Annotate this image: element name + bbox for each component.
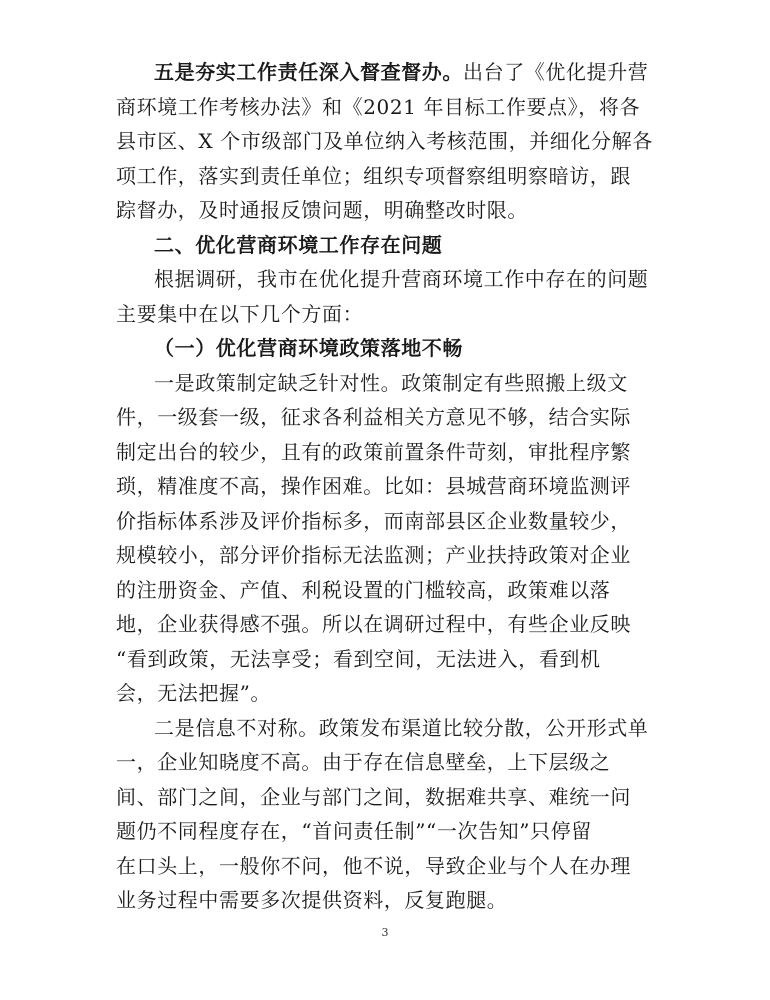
paragraph-line: 根据调研，我市在优化提升营商环境工作中存在的问题	[154, 267, 649, 291]
paragraph-line: 件，一级套一级，征求各利益相关方意见不够，结合实际	[116, 405, 631, 429]
paragraph-line: 一是政策制定缺乏针对性。政策制定有些照搬上级文	[154, 370, 628, 395]
paragraph-line: 一，企业知晓度不高。由于存在信息壁垒，上下层级之	[116, 750, 611, 774]
paragraph-line: 会，无法把握”。	[116, 681, 272, 705]
paragraph-line	[116, 55, 676, 90]
paragraph-line: 业务过程中需要多次提供资料，反复跑腿。	[116, 888, 508, 912]
paragraph-line: 价指标体系涉及评价指标多，而南部县区企业数量较少，	[116, 508, 631, 533]
paragraph-line: 商环境工作考核办法》和《2021 年目标工作要点》，将各	[116, 94, 641, 119]
paragraph-line: 在口头上，一般你不问，他不说，导致企业与个人在办理	[116, 853, 631, 878]
paragraph-line: 踪督办，及时通报反馈问题，明确整改时限。	[116, 198, 528, 222]
paragraph-line: 制定出台的较少，且有的政策前置条件苛刻，审批程序繁	[116, 439, 631, 464]
page-number: 3	[381, 926, 389, 939]
paragraph-line: 县市区、X 个市级部门及单位纳入考核范围，并细化分解各	[116, 129, 653, 153]
line-text: 出台了《优化提升营	[463, 60, 649, 84]
paragraph-line: 的注册资金、产值、利税设置的门槛较高，政策难以落	[116, 577, 611, 602]
subsection-heading: （一）优化营商环境政策落地不畅	[154, 336, 463, 360]
paragraph-line: 规模较小，部分评价指标无法监测；产业扶持政策对企业	[116, 543, 631, 567]
paragraph-line: “看到政策，无法享受；看到空间，无法进入，看到机	[116, 646, 601, 671]
paragraph-line: 地，企业获得感不强。所以在调研过程中，有些企业反映	[116, 612, 631, 636]
paragraph-line: 二是信息不对称。政策发布渠道比较分散，公开形式单	[154, 715, 649, 740]
paragraph-line: 琐，精准度不高，操作困难。比如：县城营商环境监测评	[116, 474, 631, 498]
section-heading: 二、优化营商环境工作存在问题	[154, 232, 443, 257]
document-body	[116, 55, 676, 918]
bold-lead-text: 五是夯实工作责任深入督查督办。	[154, 60, 463, 84]
paragraph-line: 主要集中在以下几个方面：	[116, 301, 364, 326]
paragraph-line: 题仍不同程度存在，“首问责任制”“一次告知”只停留	[116, 819, 592, 843]
paragraph-line: 项工作，落实到责任单位；组织专项督察组明察暗访，跟	[116, 163, 631, 188]
paragraph-line: 间、部门之间，企业与部门之间，数据难共享、难统一问	[116, 784, 631, 809]
